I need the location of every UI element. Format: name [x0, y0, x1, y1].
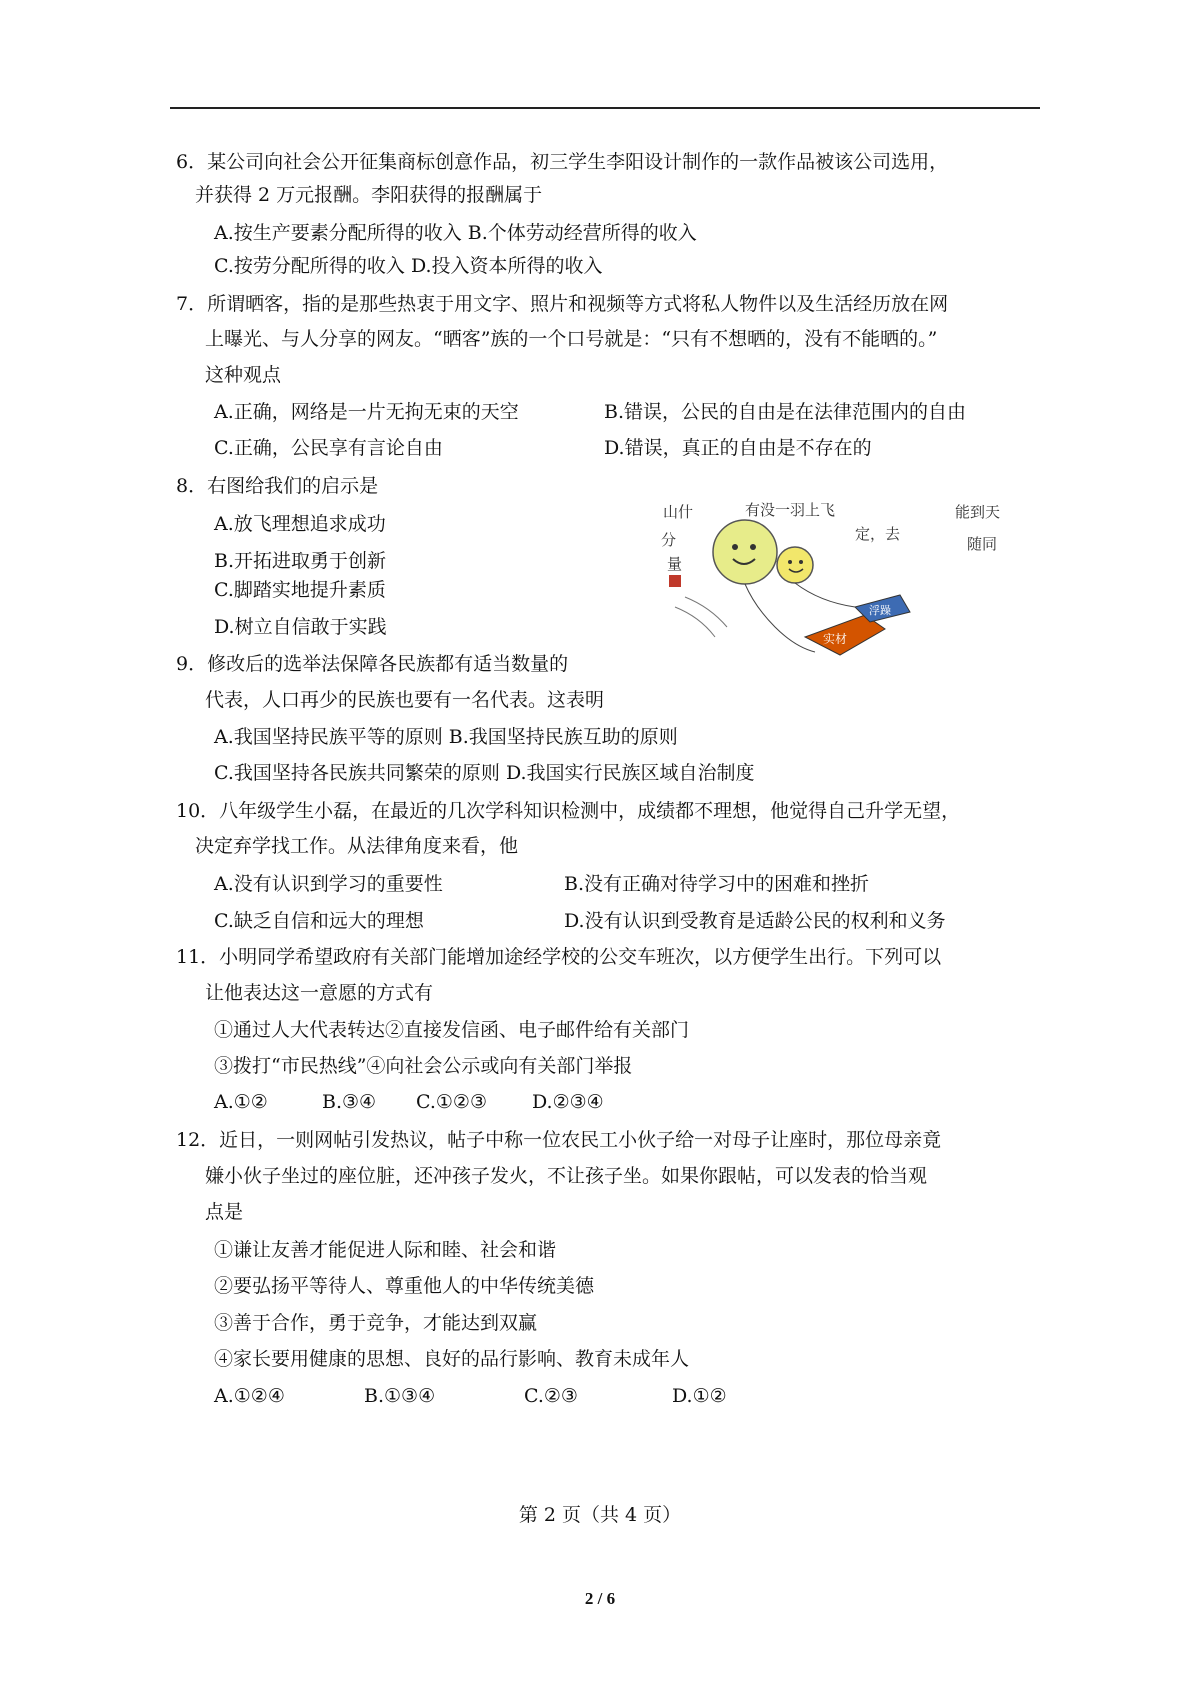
q6-options-cd: C.按劳分配所得的收入 D.投入资本所得的收入 [214, 255, 603, 277]
q7-option-d: D.错误，真正的自由是不存在的 [604, 437, 872, 459]
q10-stem-line1: 10．八年级学生小磊，在最近的几次学科知识检测中，成绩都不理想，他觉得自己升学无望， [176, 800, 961, 822]
q7-option-a: A.正确，网络是一片无拘无束的天空 [214, 401, 519, 423]
cartoon-text-top: 有没一羽上飞 [745, 501, 836, 519]
q6-stem-line1: 6．某公司向社会公开征集商标创意作品，初三学生李阳设计制作的一款作品被该公司选用， [176, 151, 949, 173]
q8-option-b: B.开拓进取勇于创新 [214, 550, 387, 572]
small-balloon-string [795, 583, 855, 607]
small-balloon [777, 547, 813, 583]
q12-item-1: ①谦让友善才能促进人际和睦、社会和谐 [214, 1239, 557, 1261]
header-rule [170, 107, 1040, 109]
q7-option-c: C.正确，公民享有言论自由 [214, 437, 443, 459]
small-eye-right [799, 560, 803, 564]
q7-stem-line3: 这种观点 [205, 364, 282, 386]
q12-option-d: D.①② [672, 1385, 727, 1407]
q11-stem-line1: 11．小明同学希望政府有关部门能增加途经学校的公交车班次，以方便学生出行。下列可以 [176, 946, 942, 968]
q9-options-cd: C.我国坚持各民族共同繁荣的原则 D.我国实行民族区域自治制度 [214, 762, 755, 784]
cartoon-balloons-image [655, 497, 1015, 662]
cartoon-text-top2: 定，去 [855, 525, 901, 543]
q11-stem-line2: 让他表达这一意愿的方式有 [205, 982, 434, 1004]
banner-blue-text: 浮躁 [869, 604, 891, 617]
q7-stem-line1: 7．所谓晒客，指的是那些热衷于用文字、照片和视频等方式将私人物件以及生活经历放在网 [176, 293, 949, 315]
q12-item-3: ③善于合作，勇于竞争，才能达到双赢 [214, 1312, 538, 1334]
q11-items-34: ③拨打“市民热线”④向社会公示或向有关部门举报 [214, 1055, 633, 1077]
q9-options-ab: A.我国坚持民族平等的原则 B.我国坚持民族互助的原则 [214, 726, 678, 748]
q10-option-c: C.缺乏自信和远大的理想 [214, 910, 424, 932]
q11-option-d: D.②③④ [532, 1091, 604, 1113]
q12-stem-line1: 12．近日，一则网帖引发热议，帖子中称一位农民工小伙子给一对母子让座时，那位母亲竟 [176, 1129, 942, 1151]
q12-stem-line2: 嫌小伙子坐过的座位脏，还冲孩子发火，不让孩子坐。如果你跟帖，可以发表的恰当观 [205, 1165, 928, 1187]
motion-line-2 [685, 597, 727, 627]
q8-option-c: C.脚踏实地提升素质 [214, 579, 386, 601]
q6-stem-line2: 并获得 2 万元报酬。李阳获得的报酬属于 [195, 184, 543, 206]
banner-orange-text: 实材 [823, 632, 848, 646]
small-eye-left [788, 560, 792, 564]
q11-items-12: ①通过人大代表转达②直接发信函、电子邮件给有关部门 [214, 1019, 690, 1041]
q12-option-c: C.②③ [524, 1385, 578, 1407]
cartoon-text-left3: 量 [667, 555, 683, 573]
q11-option-b: B.③④ [322, 1091, 377, 1113]
q10-option-a: A.没有认识到学习的重要性 [214, 873, 443, 895]
q8-option-a: A.放飞理想追求成功 [214, 513, 386, 535]
q10-option-b: B.没有正确对待学习中的困难和挫折 [564, 873, 870, 895]
cartoon-text-right2: 随同 [967, 535, 998, 553]
q12-option-b: B.①③④ [364, 1385, 436, 1407]
seal-stamp [669, 575, 681, 587]
q6-options-ab: A.按生产要素分配所得的收入 B.个体劳动经营所得的收入 [214, 222, 697, 244]
page-footer: 第 2 页（共 4 页） [518, 1504, 682, 1526]
q12-item-2: ②要弘扬平等待人、尊重他人的中华传统美德 [214, 1275, 595, 1297]
large-balloon [713, 520, 777, 584]
q11-option-c: C.①②③ [416, 1091, 487, 1113]
q10-stem-line2: 决定弃学找工作。从法律角度来看，他 [195, 835, 519, 857]
cartoon-text-left: 山什 [663, 503, 694, 521]
page-number: 2 / 6 [584, 1589, 616, 1608]
q9-stem-line1: 9．修改后的选举法保障各民族都有适当数量的 [176, 653, 569, 675]
q12-item-4: ④家长要用健康的思想、良好的品行影响、教育未成年人 [214, 1348, 690, 1370]
q7-stem-line2: 上曝光、与人分享的网友。“晒客”族的一个口号就是：“只有不想晒的，没有不能晒的。” [205, 328, 938, 350]
motion-line-1 [675, 607, 715, 637]
q10-option-d: D.没有认识到受教育是适龄公民的权利和义务 [564, 910, 946, 932]
q8-stem: 8．右图给我们的启示是 [176, 475, 379, 497]
q12-option-a: A.①②④ [214, 1385, 285, 1407]
balloon-eye-right [750, 544, 756, 550]
cartoon-text-right1: 能到天 [955, 503, 1001, 521]
q8-option-d: D.树立自信敢于实践 [214, 616, 387, 638]
q12-stem-line3: 点是 [205, 1201, 244, 1223]
cartoon-text-left2: 分 [661, 531, 677, 549]
q9-stem-line2: 代表，人口再少的民族也要有一名代表。这表明 [205, 689, 605, 711]
q7-option-b: B.错误，公民的自由是在法律范围内的自由 [604, 401, 967, 423]
q11-option-a: A.①② [214, 1091, 268, 1113]
balloon-eye-left [732, 544, 738, 550]
large-balloon-string [745, 584, 815, 652]
